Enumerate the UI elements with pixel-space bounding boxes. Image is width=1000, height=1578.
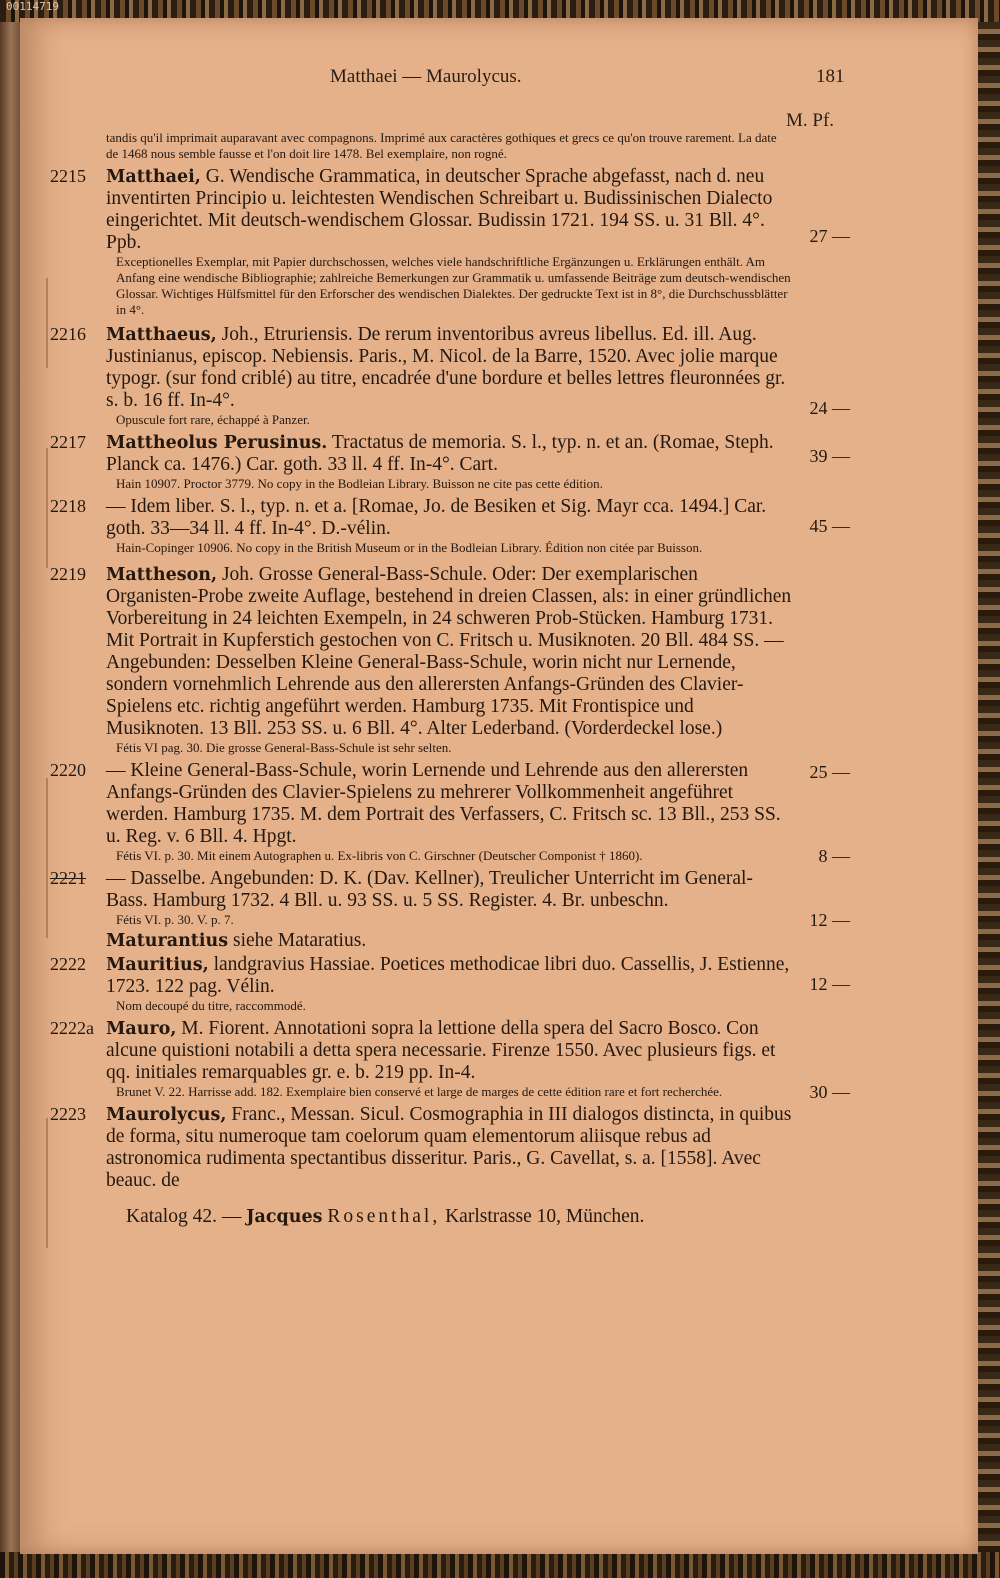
entry-description: Tractatus de memoria. S. l., typ. n. et an. (Romae, Steph. Planck ca. 1476.) Car. goth. 33 ll. 4 ff. In-4°. Cart.	[106, 432, 774, 475]
catalog-entry	[50, 324, 850, 428]
catalog-entry	[50, 760, 850, 864]
entry-price: 30 —	[809, 1082, 850, 1102]
book-spine	[0, 22, 22, 1552]
entry-heading: Matthaeus,	[106, 325, 217, 345]
entry-note: Hain-Copinger 10906. No copy in the British Museum or in the Bodleian Library. Édition non citée par Buisson.	[116, 540, 703, 555]
entry-number: 2221	[50, 868, 86, 888]
running-head: Matthaei — Maurolycus.	[330, 66, 522, 87]
catalog-entry	[50, 1018, 850, 1100]
entry-number: 2217	[50, 432, 86, 452]
entry-note: tandis qu'il imprimait auparavant avec compagnons. Imprimé aux caractères gothiques et grecs ce qu'on trouve rarement. La date de 1468 nous semble fausse et l'on doit lire 1478. Bel exemplaire, non rogné.	[106, 130, 777, 161]
page-footer	[126, 1206, 850, 1228]
entry-heading: Mattheson,	[106, 565, 218, 585]
entry-number: 2215	[50, 166, 86, 186]
catalog-entry	[50, 1104, 850, 1192]
entry-text	[106, 496, 792, 540]
page-number: 181	[816, 66, 845, 87]
entry-price: 25 —	[809, 762, 850, 782]
catalog-entries	[50, 130, 850, 1228]
footer-name: Rosenthal,	[327, 1206, 441, 1227]
catalog-entry	[50, 954, 850, 1014]
entry-description: — Idem liber. S. l., typ. n. et a. [Romae, Jo. de Besiken et Sig. Mayr cca. 1494.] Car. goth. 33—34 ll. 4 ff. In-4°. D.-vélin.	[106, 496, 767, 539]
entry-price: 39 —	[809, 446, 850, 466]
entry-number: 2218	[50, 496, 86, 516]
entry-description: landgravius Hassiae. Poetices methodicae libri duo. Cassellis, J. Estienne, 1723. 122 pag. Vélin.	[106, 954, 790, 997]
entry-text	[106, 930, 792, 952]
entry-note: Brunet V. 22. Harrisse add. 182. Exemplaire bien conservé et large de marges de cette édition rare et fort recherchée.	[116, 1084, 723, 1099]
entry-number: 2219	[50, 564, 86, 584]
entry-price: 24 —	[809, 398, 850, 418]
entry-text	[106, 432, 792, 476]
entry-price: 27 —	[809, 226, 850, 246]
entry-note: Fétis VI pag. 30. Die grosse General-Bass-Schule ist sehr selten.	[116, 740, 452, 755]
catalog-entry-continuation	[50, 130, 850, 162]
entry-description: — Dasselbe. Angebunden: D. K. (Dav. Kellner), Treulicher Unterricht im General-Bass. Hamburg 1732. 4 Bll. u. 93 SS. u. 5 SS. Register. 4. Br. unbeschn.	[106, 868, 753, 911]
catalog-entry	[50, 166, 850, 318]
entry-heading: Maurolycus,	[106, 1105, 227, 1125]
catalog-entry	[50, 432, 850, 492]
footer-address: Karlstrasse 10, München.	[445, 1206, 645, 1227]
book-cover-bottom-edge	[0, 1552, 1000, 1578]
entry-description: Joh., Etruriensis. De rerum inventoribus avreus libellus. Ed. ill. Aug. Justinianus, episcop. Nebiensis. Paris., M. Nicol. de la Barre, 1520. Avec jolie marque typogr. (sur fond criblé) au titre, encadrée d'une bordure et belles lettres fleuronnées gr. s. b. 16 ff. In-4°.	[106, 324, 786, 411]
entry-note: Fétis VI. p. 30. Mit einem Autographen u. Ex-libris von C. Girschner (Deutscher Componist † 1860).	[116, 848, 643, 863]
entry-price: 12 —	[809, 974, 850, 994]
entry-price: 8 —	[818, 846, 850, 866]
entry-note: Exceptionelles Exemplar, mit Papier durchschossen, welches viele handschriftliche Ergänzungen u. Erklärungen enthält. Am Anfang eine wendische Bibliographie; zahlreiche Bemerkungen zur Grammatik u. umfassende Beiträge zum deutsch-wendischen Glossar. Wichtiges Hülfsmittel für den Erforscher des wendischen Dialektes. Der gedruckte Text ist in 8°, die Durchschussblätter in 4°.	[116, 254, 791, 317]
entry-description: G. Wendische Grammatica, in deutscher Sprache abgefasst, nach d. neu inventirten Principio u. leichtesten Wendischen Schreibart u. Budissinischen Dialecto eingerichtet. Mit deutsch-wendischem Glossar. Budissin 1721. 194 SS. u. 31 Bll. 4°. Ppb.	[106, 166, 773, 253]
entry-note: Hain 10907. Proctor 3779. No copy in the Bodleian Library. Buisson ne cite pas cette édition.	[116, 476, 603, 491]
entry-number: 2216	[50, 324, 86, 344]
entry-note: Fétis VI. p. 30. V. p. 7.	[116, 912, 234, 927]
entry-description: Franc., Messan. Sicul. Cosmographia in III dialogos distincta, in quibus de forma, situ numeroque tam coelorum quam elementorum aliisque rebus ad astronomica rudimenta spectantibus disseritur. Paris., G. Cavellat, s. a. [1558]. Avec beauc. de	[106, 1104, 792, 1191]
entry-number: 2222a	[50, 1018, 94, 1038]
entry-heading: Mattheolus Perusinus.	[106, 433, 328, 453]
price-column-label: M. Pf.	[786, 110, 835, 131]
entry-number: 2220	[50, 760, 86, 780]
entry-price: 45 —	[809, 516, 850, 536]
entry-heading: Maturantius	[106, 931, 229, 951]
entry-price: 12 —	[809, 910, 850, 930]
entry-text	[106, 760, 792, 848]
entry-number: 2223	[50, 1104, 86, 1124]
archive-number: 00114719	[6, 0, 59, 13]
catalog-cross-reference	[50, 930, 850, 952]
entry-number: 2222	[50, 954, 86, 974]
entry-text	[106, 564, 792, 740]
footer-catalog: Katalog 42. —	[126, 1206, 242, 1227]
entry-text	[106, 868, 792, 912]
footer-firm: Jacques	[246, 1207, 323, 1227]
entry-text	[106, 166, 792, 254]
entry-description: — Kleine General-Bass-Schule, worin Lernende und Lehrende aus den allerersten Anfangs-Gründen des Clavier-Spielens zu mehrerer Vollkommenheit angeführet werden. Hamburg 1735. M. dem Portrait des Verfassers, C. Fritsch sc. 13 Bll., 253 SS. u. Reg. v. 6 Bll. 4. Hpgt.	[106, 760, 781, 847]
entry-text	[106, 954, 792, 998]
entry-description: Joh. Grosse General-Bass-Schule. Oder: Der exemplarischen Organisten-Probe zweite Auflage, bestehend in dreien Classen, als: in einer gründlichen Vorbereitung in 24 leichten Exempeln, in 24 schweren Prob-Stücken. Hamburg 1731. Mit Portrait in Kupferstich gestochen von C. Fritsch u. Musiknoten. 20 Bll. 484 SS. — Angebunden: Desselben Kleine General-Bass-Schule, worin nicht nur Lernende, sondern vornehmlich Lehrende aus den allerersten Anfangs-Gründen des Clavier-Spielens etc. richtig angeführt werden. Hamburg 1735. Mit Frontispice und Musiknoten. 13 Bll. 253 SS. u. 6 Bll. 4°. Alter Lederband. (Vorderdeckel lose.)	[106, 564, 792, 739]
catalog-entry	[50, 868, 850, 928]
entry-heading: Mauro,	[106, 1019, 177, 1039]
entry-description: M. Fiorent. Annotationi sopra la lettione della spera del Sacro Bosco. Con alcune quistioni notabili a detta spera necessarie. Firenze 1550. Avec plusieurs figs. et qq. initiales remarquables gr. e. b. 219 pp. In-4.	[106, 1018, 776, 1083]
entry-text	[106, 324, 792, 412]
entry-note: Opuscule fort rare, échappé à Panzer.	[116, 412, 310, 427]
entry-heading: Mauritius,	[106, 955, 209, 975]
entry-description: siehe Mataratius.	[228, 930, 367, 951]
entry-note: Nom decoupé du titre, raccommodé.	[116, 998, 306, 1013]
catalog-entry	[50, 496, 850, 556]
entry-text	[106, 1018, 792, 1084]
entry-heading: Matthaei,	[106, 167, 201, 187]
entry-text	[106, 1104, 792, 1192]
